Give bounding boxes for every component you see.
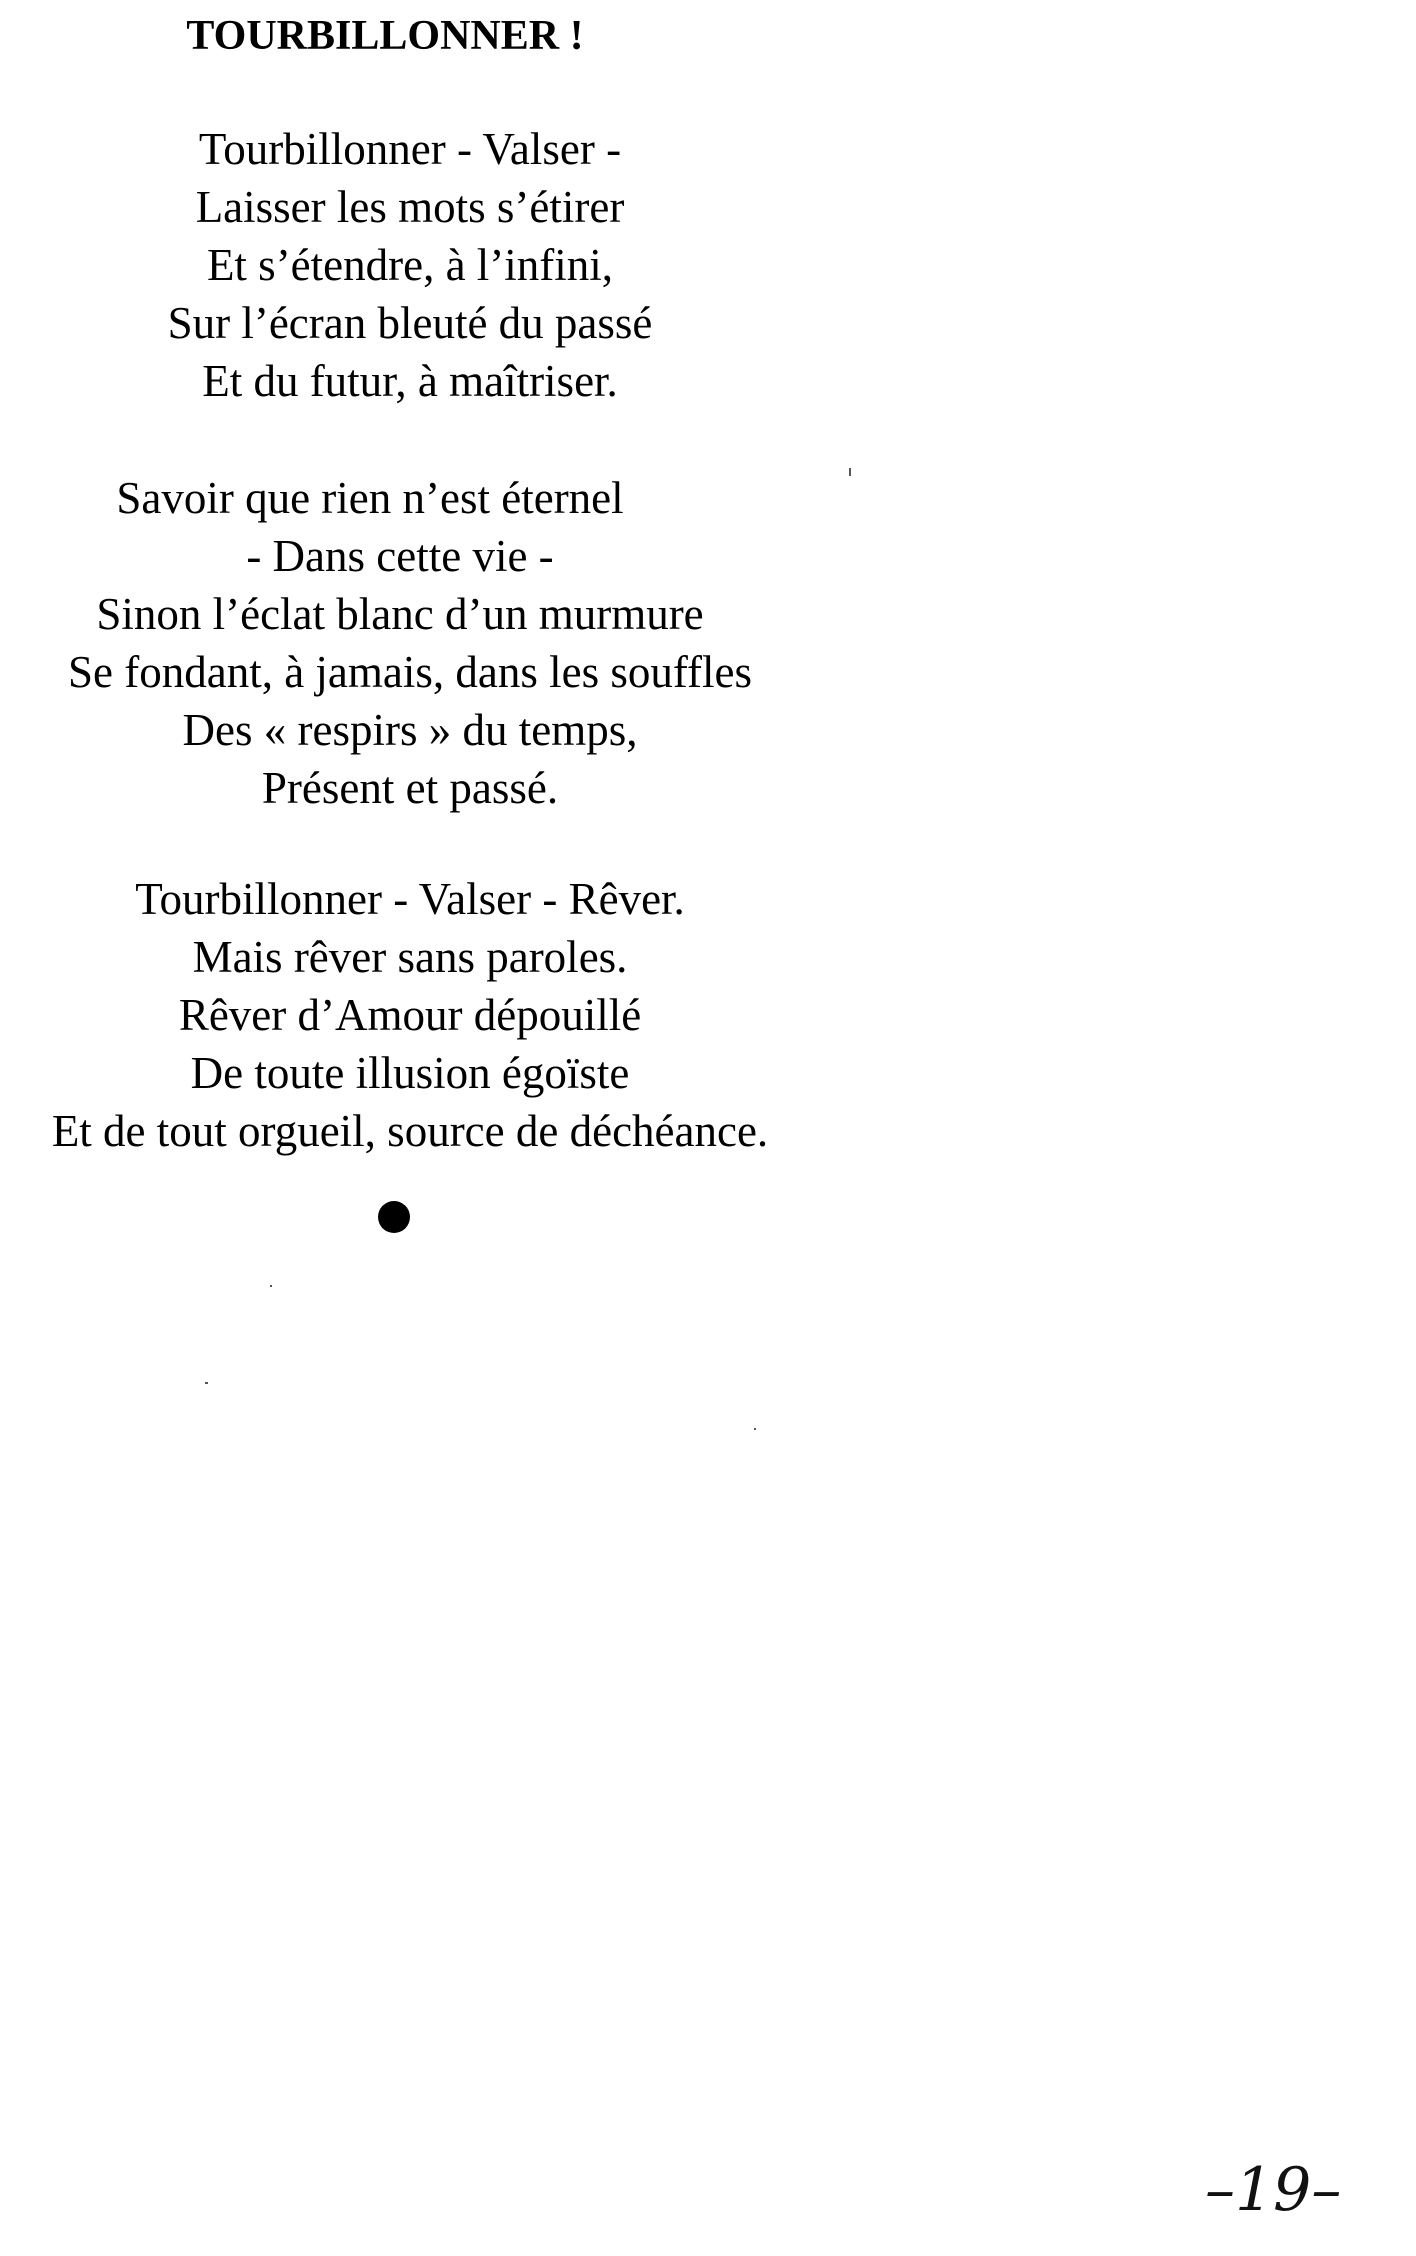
stanza-1-line-4: Sur l’écran bleuté du passé: [167, 298, 653, 348]
scan-speck: [849, 468, 851, 476]
stanza-2-line-6: Présent et passé.: [261, 763, 559, 813]
scan-speck: [270, 1285, 272, 1287]
stanza-2-line-3: Sinon l’éclat blanc d’un murmure: [96, 589, 704, 639]
stanza-2-line-4: Se fondant, à jamais, dans les souffles: [67, 647, 753, 697]
stanza-3-line-4: De toute illusion égoïste: [190, 1048, 630, 1098]
stanza-2-line-2: - Dans cette vie -: [246, 531, 554, 581]
scan-speck: [754, 1428, 756, 1430]
stanza-2-line-1: Savoir que rien n’est éternel: [116, 473, 624, 523]
stanza-3-line-2: Mais rêver sans paroles.: [192, 932, 628, 982]
page-number: –19–: [1205, 2155, 1342, 2225]
stanza-1-line-1: Tourbillonner - Valser -: [198, 124, 622, 174]
stanza-2-line-5: Des « respirs » du temps,: [182, 705, 638, 755]
stanza-3-line-5: Et de tout orgueil, source de déchéance.: [51, 1106, 769, 1156]
scan-speck: [205, 1382, 208, 1384]
stanza-1-line-5: Et du futur, à maîtriser.: [202, 356, 618, 406]
stanza-3-line-3: Rêver d’Amour dépouillé: [178, 990, 642, 1040]
end-bullet-mark: [378, 1201, 410, 1233]
stanza-1-line-2: Laisser les mots s’étirer: [195, 182, 625, 232]
stanza-3-line-1: Tourbillonner - Valser - Rêver.: [135, 874, 685, 924]
stanza-1-line-3: Et s’étendre, à l’infini,: [206, 240, 614, 290]
poem-title: TOURBILLONNER !: [186, 13, 584, 59]
